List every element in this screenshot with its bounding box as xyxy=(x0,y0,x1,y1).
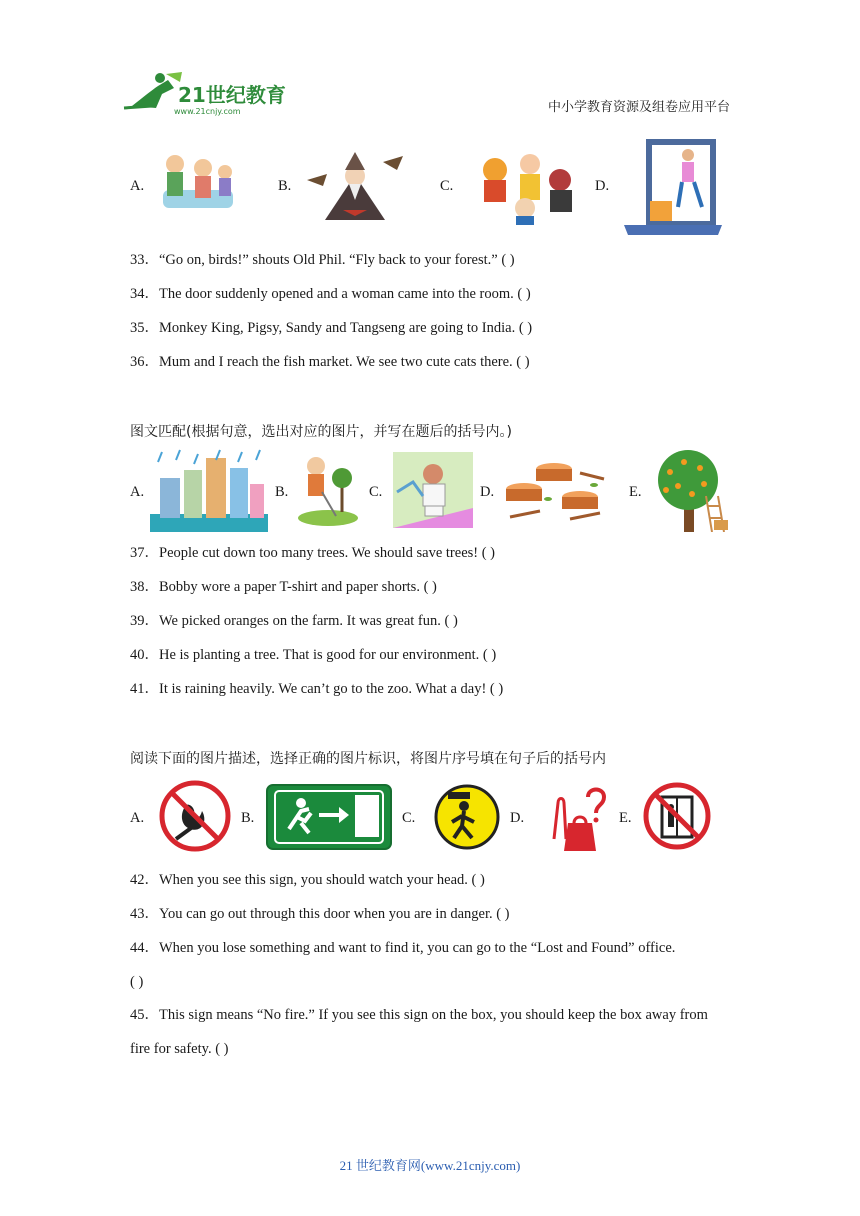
question-45-continued: fire for safety. ( ) xyxy=(130,1041,229,1057)
question-34: 34．The door suddenly opened and a woman came into the room. ( ) xyxy=(130,286,531,302)
question-41: 41．It is raining heavily. We can’t go to the zoo. What a day! ( ) xyxy=(130,681,504,697)
question-37: 37．People cut down too many trees. We should save trees! ( ) xyxy=(130,545,496,561)
option-label-e: E. xyxy=(629,484,642,500)
option-label-c: C. xyxy=(440,178,454,194)
logo-text: 21世纪教育 xyxy=(178,83,286,107)
option-label-d: D. xyxy=(595,178,610,194)
option-label-b: B. xyxy=(241,810,255,826)
site-logo xyxy=(122,68,292,118)
question-40: 40．He is planting a tree. That is good for our environment. ( ) xyxy=(130,647,497,663)
question-36: 36．Mum and I reach the fish market. We see two cute cats there. ( ) xyxy=(130,354,530,370)
no-elevator-sign-icon xyxy=(642,781,712,856)
lost-and-found-sign-icon xyxy=(546,783,610,858)
question-44-answer-bracket: ( ) xyxy=(130,974,144,990)
question-38: 38．Bobby wore a paper T-shirt and paper shorts. ( ) xyxy=(130,579,437,595)
option-label-a: A. xyxy=(130,484,145,500)
watch-head-sign-icon xyxy=(434,784,500,855)
picture-family-market xyxy=(155,150,240,225)
question-42: 42．When you see this sign, you should watch your head. ( ) xyxy=(130,872,485,888)
option-label-e: E. xyxy=(619,810,632,826)
option-label-c: C. xyxy=(402,810,416,826)
emergency-exit-sign-icon xyxy=(265,783,393,856)
option-label-b: B. xyxy=(275,484,289,500)
question-43: 43．You can go out through this door when you are in danger. ( ) xyxy=(130,906,510,922)
picture-boy-planting xyxy=(296,452,360,533)
question-39: 39．We picked oranges on the farm. It was great fun. ( ) xyxy=(130,613,458,629)
picture-rainy-city xyxy=(150,448,268,537)
question-44: 44．When you lose something and want to find it, you can go to the “Lost and Found” office. xyxy=(130,940,676,956)
picture-paper-clothes xyxy=(393,452,473,533)
question-35: 35．Monkey King, Pigsy, Sandy and Tangseng are going to India. ( ) xyxy=(130,320,533,336)
question-33: 33．“Go on, birds!” shouts Old Phil. “Fly back to your forest.” ( ) xyxy=(130,252,515,268)
picture-orange-tree xyxy=(648,448,730,537)
picture-journey-west xyxy=(470,150,580,230)
page-footer: 21 世纪教育网(www.21cnjy.com) xyxy=(339,1158,521,1173)
option-label-c: C. xyxy=(369,484,383,500)
header-platform-text: 中小学教育资源及组卷应用平台 xyxy=(547,100,730,115)
picture-old-man-birds xyxy=(305,150,405,225)
picture-tree-stumps xyxy=(500,455,610,532)
option-label-a: A. xyxy=(130,178,145,194)
option-label-d: D. xyxy=(510,810,525,826)
option-label-a: A. xyxy=(130,810,145,826)
question-45: 45．This sign means “No fire.” If you see this sign on the box, you should keep the box away from xyxy=(130,1007,708,1023)
picture-woman-door xyxy=(622,135,724,242)
option-label-d: D. xyxy=(480,484,495,500)
no-fire-sign-icon xyxy=(158,779,232,858)
section3-title: 阅读下面的图片描述，选择正确的图片标识，将图片序号填在句子后的括号内 xyxy=(130,751,606,767)
section2-title: 图文匹配(根据句意，选出对应的图片，并写在题后的括号内。) xyxy=(130,424,512,440)
option-label-b: B. xyxy=(278,178,292,194)
logo-url: www.21cnjy.com xyxy=(174,107,241,116)
